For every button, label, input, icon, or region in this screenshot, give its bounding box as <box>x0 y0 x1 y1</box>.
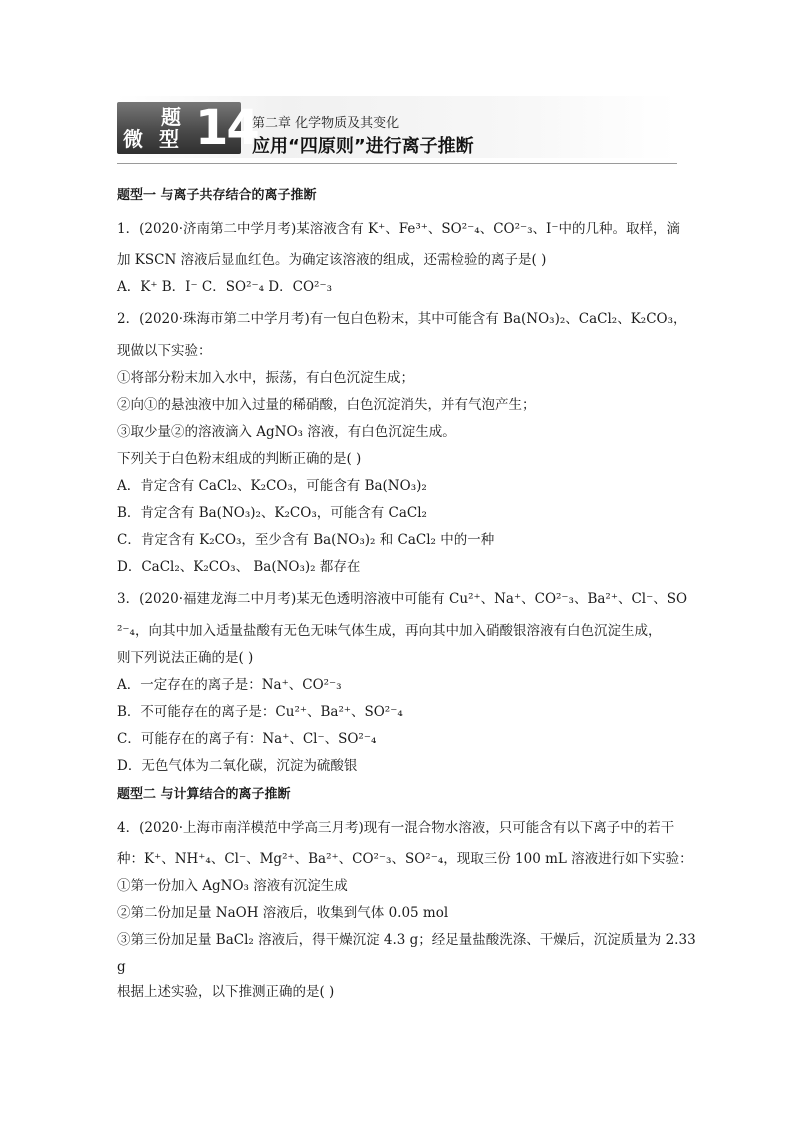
option-d: D．无色气体为二氧化碳，沉淀为硫酸银 <box>117 758 358 774</box>
badge-number: 14 <box>195 100 258 156</box>
topic-badge <box>117 100 258 156</box>
badge-char: 型 <box>159 127 179 151</box>
text-line: ①将部分粉末加入水中，振荡，有白色沉淀生成； <box>117 370 414 386</box>
text-line: ③取少量②的溶液滴入 AgNO₃ 溶液，有白色沉淀生成。 <box>117 424 456 440</box>
text-line: 则下列说法正确的是( ) <box>117 650 254 666</box>
text-line: 根据上述实验，以下推测正确的是( ) <box>117 984 335 1000</box>
option-c: C．肯定含有 K₂CO₃，至少含有 Ba(NO₃)₂ 和 CaCl₂ 中的一种 <box>117 532 495 548</box>
text-line: 2．(2020·珠海市第二中学月考)有一包白色粉末，其中可能含有 Ba(NO₃)₂、CaCl₂、K₂CO₃， <box>117 311 687 327</box>
chapter-label: 第二章 化学物质及其变化 <box>252 116 400 131</box>
text-line: ²⁻₄，向其中加入适量盐酸有无色无味气体生成，再向其中加入硝酸银溶液有白色沉淀生成， <box>117 623 662 639</box>
text-line: g <box>117 959 126 975</box>
section-heading: 题型二 与计算结合的离子推断 <box>117 787 291 802</box>
text-line: 下列关于白色粉末组成的判断正确的是( ) <box>117 451 362 467</box>
header-banner <box>117 96 677 166</box>
text-line: 现做以下实验： <box>117 343 212 359</box>
badge-characters <box>121 106 191 152</box>
badge-char: 题 <box>161 105 181 129</box>
text-line: 1．(2020·济南第二中学月考)某溶液含有 K⁺、Fe³⁺、SO²⁻₄、CO²⁻₃、I⁻中的几种。取样，滴 <box>117 221 680 237</box>
text-line: 4．(2020·上海市南洋模范中学高三月考)现有一混合物水溶液，只可能含有以下离子中的若干 <box>117 820 675 836</box>
text-line: ②第二份加足量 NaOH 溶液后，收集到气体 0.05 mol <box>117 905 449 921</box>
text-line: 加 KSCN 溶液后显血红色。为确定该溶液的组成，还需检验的离子是( ) <box>117 252 547 268</box>
text-line: 种：K⁺、NH⁺₄、Cl⁻、Mg²⁺、Ba²⁺、CO²⁻₃、SO²⁻₄，现取三份 100 mL 溶液进行如下实验： <box>117 851 693 867</box>
section-heading: 题型一 与离子共存结合的离子推断 <box>117 188 317 203</box>
option-d: D．CaCl₂、K₂CO₃、 Ba(NO₃)₂ 都存在 <box>117 559 361 575</box>
page-title: 应用“四原则”进行离子推断 <box>252 136 474 157</box>
text-line: ②向①的悬浊液中加入过量的稀硝酸，白色沉淀消失，并有气泡产生； <box>117 397 536 413</box>
option-b: B．不可能存在的离子是：Cu²⁺、Ba²⁺、SO²⁻₄ <box>117 704 403 720</box>
option-b: B．肯定含有 Ba(NO₃)₂、K₂CO₃，可能含有 CaCl₂ <box>117 505 427 521</box>
option-a: A．肯定含有 CaCl₂、K₂CO₃，可能含有 Ba(NO₃)₂ <box>117 478 427 494</box>
option-a: A．一定存在的离子是：Na⁺、CO²⁻₃ <box>117 677 342 693</box>
text-line: ③第三份加足量 BaCl₂ 溶液后，得干燥沉淀 4.3 g；经足量盐酸洗涤、干燥后，沉淀质量为 2.33 <box>117 932 696 948</box>
badge-char: 微 <box>123 127 143 151</box>
header-divider <box>117 163 677 164</box>
text-line: ①第一份加入 AgNO₃ 溶液有沉淀生成 <box>117 878 348 894</box>
option-c: C．可能存在的离子有：Na⁺、Cl⁻、SO²⁻₄ <box>117 731 377 747</box>
text-line: 3．(2020·福建龙海二中月考)某无色透明溶液中可能有 Cu²⁺、Na⁺、CO²⁻₃、Ba²⁺、Cl⁻、SO <box>117 591 688 607</box>
answer-options: A．K⁺ B．I⁻ C．SO²⁻₄ D．CO²⁻₃ <box>117 279 332 295</box>
